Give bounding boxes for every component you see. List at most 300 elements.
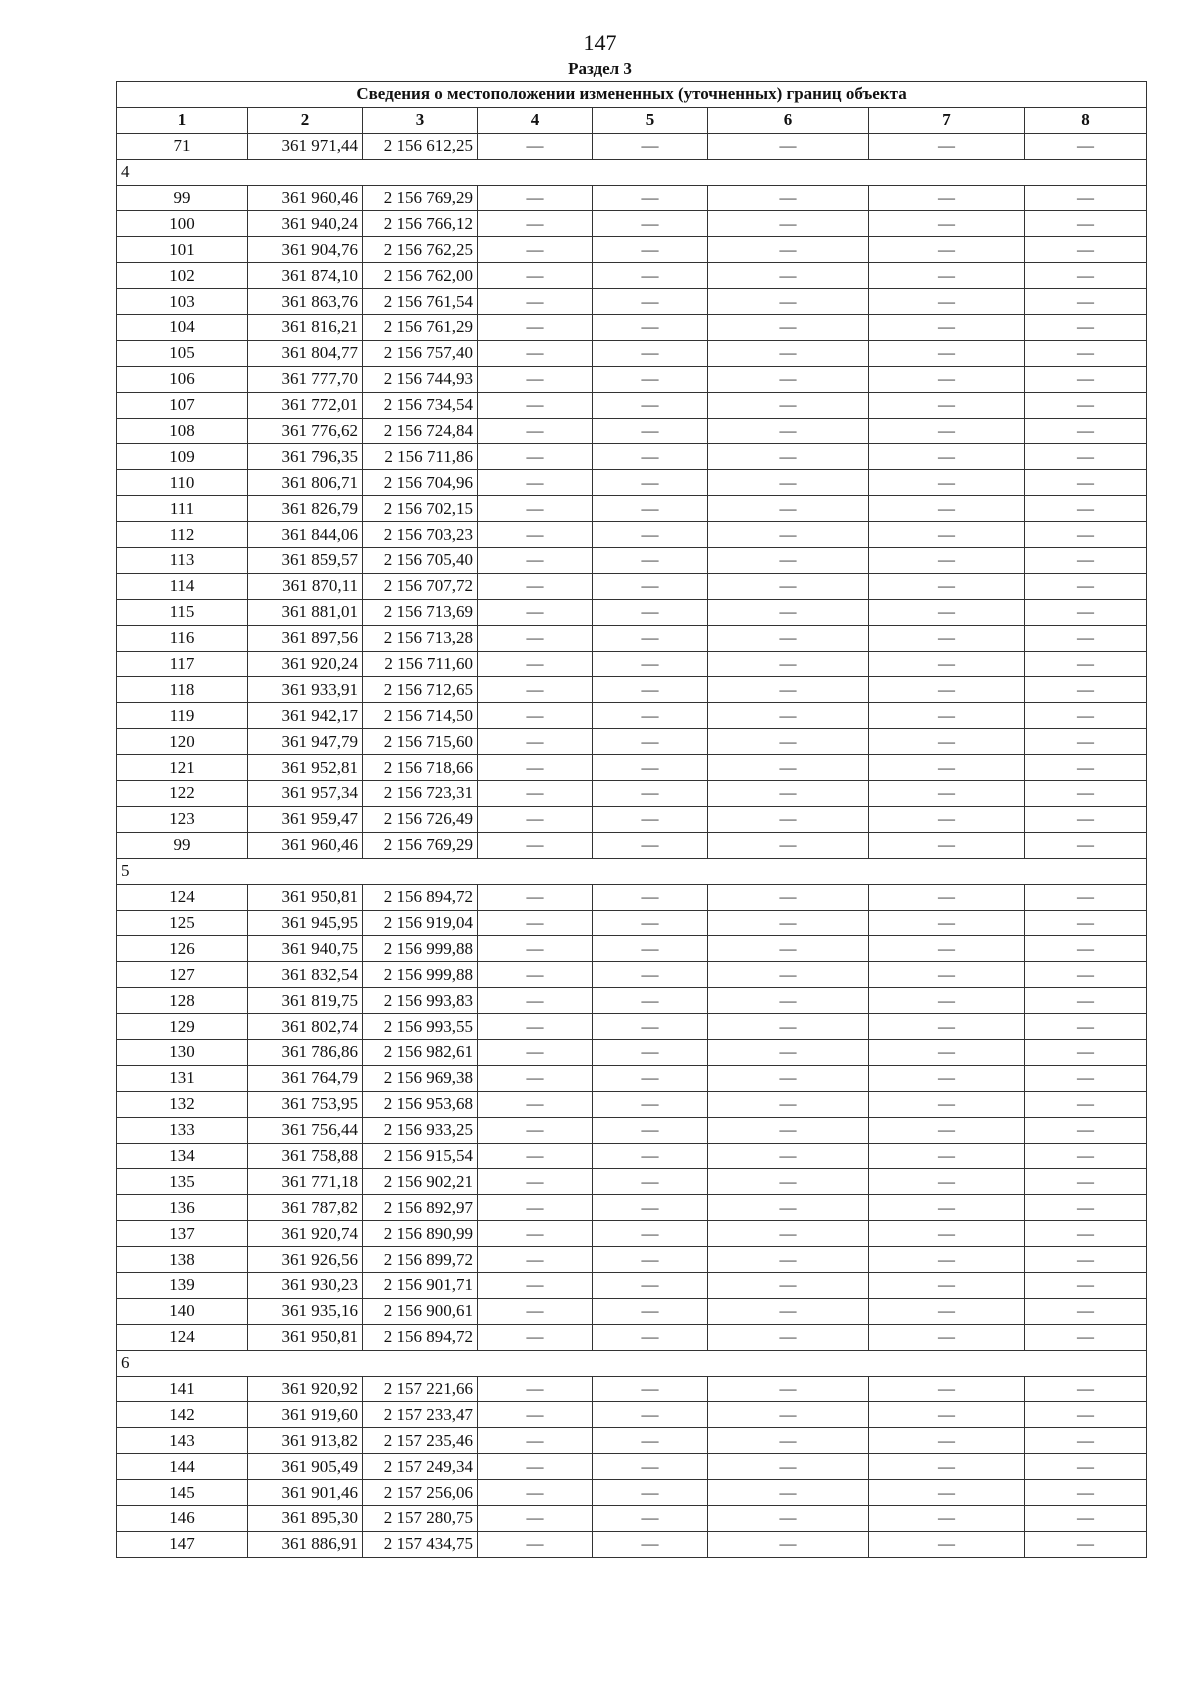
empty-cell: — bbox=[708, 1221, 869, 1247]
empty-cell: — bbox=[478, 1169, 593, 1195]
coordinate-y: 2 156 713,28 bbox=[363, 625, 478, 651]
empty-cell: — bbox=[869, 1376, 1025, 1402]
coordinate-x: 361 832,54 bbox=[248, 962, 363, 988]
table-row bbox=[117, 1169, 1147, 1195]
empty-cell: — bbox=[869, 366, 1025, 392]
coordinate-y: 2 156 901,71 bbox=[363, 1272, 478, 1298]
empty-cell: — bbox=[708, 1065, 869, 1091]
empty-cell: — bbox=[593, 677, 708, 703]
table-row bbox=[117, 703, 1147, 729]
point-number: 109 bbox=[117, 444, 248, 470]
empty-cell: — bbox=[593, 806, 708, 832]
empty-cell: — bbox=[708, 936, 869, 962]
table-row bbox=[117, 962, 1147, 988]
empty-cell: — bbox=[593, 263, 708, 289]
empty-cell: — bbox=[478, 1091, 593, 1117]
empty-cell: — bbox=[1025, 1065, 1147, 1091]
table-row bbox=[117, 1221, 1147, 1247]
empty-cell: — bbox=[1025, 806, 1147, 832]
empty-cell: — bbox=[1025, 1117, 1147, 1143]
table-row bbox=[117, 211, 1147, 237]
coordinate-y: 2 156 714,50 bbox=[363, 703, 478, 729]
empty-cell: — bbox=[869, 625, 1025, 651]
empty-cell: — bbox=[593, 573, 708, 599]
empty-cell: — bbox=[593, 1169, 708, 1195]
coordinate-x: 361 926,56 bbox=[248, 1247, 363, 1273]
coordinate-x: 361 819,75 bbox=[248, 988, 363, 1014]
empty-cell: — bbox=[478, 1117, 593, 1143]
empty-cell: — bbox=[708, 211, 869, 237]
empty-cell: — bbox=[478, 1195, 593, 1221]
table-row bbox=[117, 1117, 1147, 1143]
coordinate-y: 2 156 766,12 bbox=[363, 211, 478, 237]
empty-cell: — bbox=[869, 599, 1025, 625]
point-number: 117 bbox=[117, 651, 248, 677]
empty-cell: — bbox=[593, 729, 708, 755]
empty-cell: — bbox=[478, 884, 593, 910]
table-row bbox=[117, 781, 1147, 807]
coordinate-x: 361 959,47 bbox=[248, 806, 363, 832]
point-number: 118 bbox=[117, 677, 248, 703]
table-row bbox=[117, 936, 1147, 962]
empty-cell: — bbox=[708, 884, 869, 910]
point-number: 106 bbox=[117, 366, 248, 392]
empty-cell: — bbox=[478, 263, 593, 289]
empty-cell: — bbox=[478, 340, 593, 366]
empty-cell: — bbox=[478, 910, 593, 936]
table-row bbox=[117, 1039, 1147, 1065]
empty-cell: — bbox=[1025, 1505, 1147, 1531]
empty-cell: — bbox=[1025, 1091, 1147, 1117]
table-row bbox=[117, 1014, 1147, 1040]
table-row bbox=[117, 1143, 1147, 1169]
empty-cell: — bbox=[478, 677, 593, 703]
empty-cell: — bbox=[708, 910, 869, 936]
empty-cell: — bbox=[708, 366, 869, 392]
empty-cell: — bbox=[708, 1324, 869, 1350]
column-number: 7 bbox=[869, 107, 1025, 133]
point-number: 116 bbox=[117, 625, 248, 651]
empty-cell: — bbox=[869, 237, 1025, 263]
empty-cell: — bbox=[478, 366, 593, 392]
coordinate-x: 361 897,56 bbox=[248, 625, 363, 651]
coordinate-y: 2 156 762,00 bbox=[363, 263, 478, 289]
coordinate-y: 2 156 702,15 bbox=[363, 496, 478, 522]
column-number-row bbox=[117, 107, 1147, 133]
empty-cell: — bbox=[708, 988, 869, 1014]
coordinate-y: 2 156 707,72 bbox=[363, 573, 478, 599]
empty-cell: — bbox=[708, 729, 869, 755]
empty-cell: — bbox=[869, 1221, 1025, 1247]
point-number: 127 bbox=[117, 962, 248, 988]
point-number: 120 bbox=[117, 729, 248, 755]
empty-cell: — bbox=[708, 832, 869, 858]
table-caption-row bbox=[117, 82, 1147, 108]
coordinate-x: 361 787,82 bbox=[248, 1195, 363, 1221]
empty-cell: — bbox=[593, 444, 708, 470]
empty-cell: — bbox=[869, 1117, 1025, 1143]
empty-cell: — bbox=[708, 1531, 869, 1557]
empty-cell: — bbox=[1025, 548, 1147, 574]
empty-cell: — bbox=[708, 962, 869, 988]
table-row bbox=[117, 1480, 1147, 1506]
point-number: 107 bbox=[117, 392, 248, 418]
empty-cell: — bbox=[1025, 910, 1147, 936]
coordinate-x: 361 786,86 bbox=[248, 1039, 363, 1065]
empty-cell: — bbox=[478, 185, 593, 211]
empty-cell: — bbox=[593, 1376, 708, 1402]
empty-cell: — bbox=[593, 392, 708, 418]
coordinate-x: 361 844,06 bbox=[248, 522, 363, 548]
empty-cell: — bbox=[593, 1014, 708, 1040]
coordinate-y: 2 157 434,75 bbox=[363, 1531, 478, 1557]
column-number: 2 bbox=[248, 107, 363, 133]
coordinate-x: 361 950,81 bbox=[248, 884, 363, 910]
empty-cell: — bbox=[869, 211, 1025, 237]
empty-cell: — bbox=[478, 729, 593, 755]
table-row bbox=[117, 1065, 1147, 1091]
empty-cell: — bbox=[1025, 366, 1147, 392]
coordinate-x: 361 758,88 bbox=[248, 1143, 363, 1169]
table-row bbox=[117, 1195, 1147, 1221]
empty-cell: — bbox=[1025, 832, 1147, 858]
coordinate-y: 2 156 919,04 bbox=[363, 910, 478, 936]
empty-cell: — bbox=[708, 1505, 869, 1531]
coordinate-x: 361 859,57 bbox=[248, 548, 363, 574]
empty-cell: — bbox=[869, 573, 1025, 599]
empty-cell: — bbox=[478, 962, 593, 988]
empty-cell: — bbox=[708, 1376, 869, 1402]
empty-cell: — bbox=[593, 366, 708, 392]
coordinate-x: 361 947,79 bbox=[248, 729, 363, 755]
empty-cell: — bbox=[1025, 1143, 1147, 1169]
coordinate-x: 361 940,75 bbox=[248, 936, 363, 962]
empty-cell: — bbox=[869, 1272, 1025, 1298]
empty-cell: — bbox=[708, 1247, 869, 1273]
coordinate-x: 361 753,95 bbox=[248, 1091, 363, 1117]
empty-cell: — bbox=[708, 1298, 869, 1324]
coordinate-y: 2 156 902,21 bbox=[363, 1169, 478, 1195]
empty-cell: — bbox=[478, 1505, 593, 1531]
empty-cell: — bbox=[1025, 1039, 1147, 1065]
empty-cell: — bbox=[869, 263, 1025, 289]
empty-cell: — bbox=[1025, 1195, 1147, 1221]
empty-cell: — bbox=[593, 548, 708, 574]
empty-cell: — bbox=[708, 1117, 869, 1143]
empty-cell: — bbox=[593, 1272, 708, 1298]
empty-cell: — bbox=[1025, 1480, 1147, 1506]
empty-cell: — bbox=[478, 1065, 593, 1091]
empty-cell: — bbox=[478, 1324, 593, 1350]
empty-cell: — bbox=[593, 703, 708, 729]
coordinate-y: 2 156 761,54 bbox=[363, 289, 478, 315]
empty-cell: — bbox=[708, 755, 869, 781]
empty-cell: — bbox=[869, 936, 1025, 962]
empty-cell: — bbox=[869, 1143, 1025, 1169]
column-number: 3 bbox=[363, 107, 478, 133]
empty-cell: — bbox=[593, 1143, 708, 1169]
table-row bbox=[117, 1298, 1147, 1324]
table-body bbox=[117, 82, 1147, 1558]
empty-cell: — bbox=[1025, 315, 1147, 341]
empty-cell: — bbox=[869, 1014, 1025, 1040]
empty-cell: — bbox=[869, 806, 1025, 832]
point-number: 137 bbox=[117, 1221, 248, 1247]
point-number: 102 bbox=[117, 263, 248, 289]
empty-cell: — bbox=[708, 418, 869, 444]
point-number: 138 bbox=[117, 1247, 248, 1273]
empty-cell: — bbox=[478, 625, 593, 651]
coordinate-x: 361 930,23 bbox=[248, 1272, 363, 1298]
empty-cell: — bbox=[478, 418, 593, 444]
empty-cell: — bbox=[869, 1480, 1025, 1506]
empty-cell: — bbox=[708, 263, 869, 289]
coordinate-y: 2 156 718,66 bbox=[363, 755, 478, 781]
empty-cell: — bbox=[1025, 573, 1147, 599]
empty-cell: — bbox=[593, 418, 708, 444]
coordinate-x: 361 920,74 bbox=[248, 1221, 363, 1247]
point-number: 122 bbox=[117, 781, 248, 807]
empty-cell: — bbox=[869, 444, 1025, 470]
empty-cell: — bbox=[593, 832, 708, 858]
empty-cell: — bbox=[478, 703, 593, 729]
empty-cell: — bbox=[1025, 392, 1147, 418]
column-number: 4 bbox=[478, 107, 593, 133]
empty-cell: — bbox=[708, 185, 869, 211]
table-row bbox=[117, 806, 1147, 832]
empty-cell: — bbox=[593, 781, 708, 807]
coordinate-x: 361 960,46 bbox=[248, 185, 363, 211]
table-row bbox=[117, 133, 1147, 159]
empty-cell: — bbox=[708, 599, 869, 625]
coordinate-x: 361 772,01 bbox=[248, 392, 363, 418]
empty-cell: — bbox=[478, 573, 593, 599]
point-number: 111 bbox=[117, 496, 248, 522]
empty-cell: — bbox=[708, 1143, 869, 1169]
point-number: 100 bbox=[117, 211, 248, 237]
empty-cell: — bbox=[478, 1272, 593, 1298]
empty-cell: — bbox=[708, 677, 869, 703]
empty-cell: — bbox=[708, 1402, 869, 1428]
empty-cell: — bbox=[593, 1091, 708, 1117]
table-row bbox=[117, 548, 1147, 574]
empty-cell: — bbox=[593, 910, 708, 936]
empty-cell: — bbox=[593, 599, 708, 625]
group-row bbox=[117, 1350, 1147, 1376]
coordinate-y: 2 156 761,29 bbox=[363, 315, 478, 341]
coordinate-x: 361 933,91 bbox=[248, 677, 363, 703]
empty-cell: — bbox=[593, 133, 708, 159]
empty-cell: — bbox=[1025, 444, 1147, 470]
coordinate-y: 2 157 256,06 bbox=[363, 1480, 478, 1506]
empty-cell: — bbox=[1025, 133, 1147, 159]
empty-cell: — bbox=[869, 1428, 1025, 1454]
point-number: 133 bbox=[117, 1117, 248, 1143]
coordinate-y: 2 156 894,72 bbox=[363, 1324, 478, 1350]
empty-cell: — bbox=[869, 1298, 1025, 1324]
empty-cell: — bbox=[1025, 677, 1147, 703]
empty-cell: — bbox=[478, 1428, 593, 1454]
empty-cell: — bbox=[1025, 936, 1147, 962]
coordinate-x: 361 935,16 bbox=[248, 1298, 363, 1324]
empty-cell: — bbox=[869, 703, 1025, 729]
table-row bbox=[117, 315, 1147, 341]
coordinate-x: 361 952,81 bbox=[248, 755, 363, 781]
empty-cell: — bbox=[593, 1298, 708, 1324]
empty-cell: — bbox=[593, 496, 708, 522]
empty-cell: — bbox=[478, 133, 593, 159]
empty-cell: — bbox=[708, 444, 869, 470]
empty-cell: — bbox=[708, 806, 869, 832]
coordinate-x: 361 971,44 bbox=[248, 133, 363, 159]
coordinate-y: 2 156 757,40 bbox=[363, 340, 478, 366]
coordinate-y: 2 156 999,88 bbox=[363, 962, 478, 988]
empty-cell: — bbox=[869, 677, 1025, 703]
coordinate-x: 361 863,76 bbox=[248, 289, 363, 315]
empty-cell: — bbox=[478, 988, 593, 1014]
empty-cell: — bbox=[1025, 289, 1147, 315]
empty-cell: — bbox=[869, 1505, 1025, 1531]
coordinate-y: 2 156 723,31 bbox=[363, 781, 478, 807]
empty-cell: — bbox=[869, 392, 1025, 418]
empty-cell: — bbox=[593, 625, 708, 651]
coordinate-y: 2 157 235,46 bbox=[363, 1428, 478, 1454]
empty-cell: — bbox=[869, 1091, 1025, 1117]
empty-cell: — bbox=[1025, 1324, 1147, 1350]
empty-cell: — bbox=[1025, 1402, 1147, 1428]
coordinate-x: 361 905,49 bbox=[248, 1454, 363, 1480]
empty-cell: — bbox=[1025, 185, 1147, 211]
table-row bbox=[117, 289, 1147, 315]
coordinate-y: 2 156 734,54 bbox=[363, 392, 478, 418]
empty-cell: — bbox=[478, 392, 593, 418]
coordinate-x: 361 816,21 bbox=[248, 315, 363, 341]
coordinate-x: 361 957,34 bbox=[248, 781, 363, 807]
table-row bbox=[117, 1272, 1147, 1298]
table-row bbox=[117, 1402, 1147, 1428]
coordinate-y: 2 156 712,65 bbox=[363, 677, 478, 703]
empty-cell: — bbox=[1025, 884, 1147, 910]
point-number: 99 bbox=[117, 832, 248, 858]
coordinate-x: 361 804,77 bbox=[248, 340, 363, 366]
coordinate-y: 2 156 724,84 bbox=[363, 418, 478, 444]
empty-cell: — bbox=[1025, 1221, 1147, 1247]
point-number: 123 bbox=[117, 806, 248, 832]
empty-cell: — bbox=[869, 470, 1025, 496]
point-number: 142 bbox=[117, 1402, 248, 1428]
group-label: 4 bbox=[117, 159, 1147, 185]
empty-cell: — bbox=[708, 1039, 869, 1065]
point-number: 126 bbox=[117, 936, 248, 962]
empty-cell: — bbox=[593, 1195, 708, 1221]
empty-cell: — bbox=[1025, 755, 1147, 781]
empty-cell: — bbox=[869, 548, 1025, 574]
point-number: 147 bbox=[117, 1531, 248, 1557]
empty-cell: — bbox=[593, 962, 708, 988]
coordinate-x: 361 870,11 bbox=[248, 573, 363, 599]
point-number: 108 bbox=[117, 418, 248, 444]
empty-cell: — bbox=[593, 470, 708, 496]
table-row bbox=[117, 755, 1147, 781]
empty-cell: — bbox=[593, 755, 708, 781]
coordinate-y: 2 156 612,25 bbox=[363, 133, 478, 159]
point-number: 143 bbox=[117, 1428, 248, 1454]
coordinate-x: 361 942,17 bbox=[248, 703, 363, 729]
coordinate-y: 2 156 762,25 bbox=[363, 237, 478, 263]
empty-cell: — bbox=[478, 755, 593, 781]
group-row bbox=[117, 858, 1147, 884]
coordinate-x: 361 950,81 bbox=[248, 1324, 363, 1350]
empty-cell: — bbox=[1025, 1531, 1147, 1557]
coordinate-y: 2 156 890,99 bbox=[363, 1221, 478, 1247]
empty-cell: — bbox=[708, 781, 869, 807]
empty-cell: — bbox=[478, 1531, 593, 1557]
coordinate-x: 361 826,79 bbox=[248, 496, 363, 522]
coordinate-x: 361 919,60 bbox=[248, 1402, 363, 1428]
coordinate-y: 2 156 703,23 bbox=[363, 522, 478, 548]
coordinate-y: 2 156 711,60 bbox=[363, 651, 478, 677]
empty-cell: — bbox=[593, 522, 708, 548]
empty-cell: — bbox=[869, 781, 1025, 807]
empty-cell: — bbox=[478, 315, 593, 341]
table-row bbox=[117, 599, 1147, 625]
empty-cell: — bbox=[1025, 1376, 1147, 1402]
empty-cell: — bbox=[478, 1298, 593, 1324]
empty-cell: — bbox=[1025, 1428, 1147, 1454]
empty-cell: — bbox=[593, 1402, 708, 1428]
empty-cell: — bbox=[869, 988, 1025, 1014]
point-number: 114 bbox=[117, 573, 248, 599]
coordinate-x: 361 777,70 bbox=[248, 366, 363, 392]
empty-cell: — bbox=[593, 1505, 708, 1531]
empty-cell: — bbox=[708, 703, 869, 729]
table-row bbox=[117, 366, 1147, 392]
empty-cell: — bbox=[1025, 703, 1147, 729]
empty-cell: — bbox=[1025, 962, 1147, 988]
empty-cell: — bbox=[1025, 470, 1147, 496]
coordinate-y: 2 156 769,29 bbox=[363, 832, 478, 858]
empty-cell: — bbox=[1025, 1454, 1147, 1480]
empty-cell: — bbox=[1025, 237, 1147, 263]
empty-cell: — bbox=[593, 185, 708, 211]
empty-cell: — bbox=[708, 548, 869, 574]
table-row bbox=[117, 444, 1147, 470]
coordinate-x: 361 806,71 bbox=[248, 470, 363, 496]
empty-cell: — bbox=[478, 832, 593, 858]
column-number: 1 bbox=[117, 107, 248, 133]
empty-cell: — bbox=[478, 651, 593, 677]
table-row bbox=[117, 677, 1147, 703]
point-number: 113 bbox=[117, 548, 248, 574]
empty-cell: — bbox=[478, 1402, 593, 1428]
empty-cell: — bbox=[478, 1247, 593, 1273]
empty-cell: — bbox=[478, 1221, 593, 1247]
point-number: 125 bbox=[117, 910, 248, 936]
coordinate-x: 361 920,92 bbox=[248, 1376, 363, 1402]
table-row bbox=[117, 1091, 1147, 1117]
empty-cell: — bbox=[708, 289, 869, 315]
empty-cell: — bbox=[1025, 1169, 1147, 1195]
point-number: 130 bbox=[117, 1039, 248, 1065]
empty-cell: — bbox=[478, 211, 593, 237]
empty-cell: — bbox=[478, 1143, 593, 1169]
empty-cell: — bbox=[593, 315, 708, 341]
point-number: 136 bbox=[117, 1195, 248, 1221]
empty-cell: — bbox=[869, 884, 1025, 910]
point-number: 110 bbox=[117, 470, 248, 496]
empty-cell: — bbox=[708, 133, 869, 159]
empty-cell: — bbox=[1025, 1247, 1147, 1273]
